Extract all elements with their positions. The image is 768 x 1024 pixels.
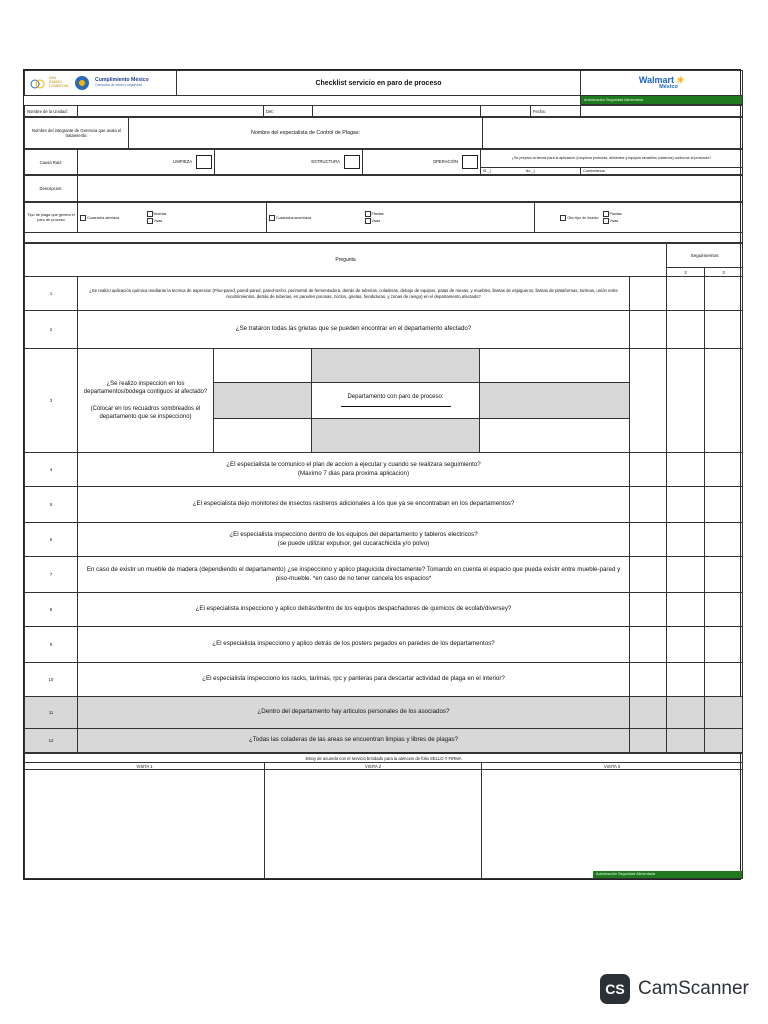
det-field-2[interactable]: [481, 106, 531, 117]
seguimiento-1-cell[interactable]: [630, 627, 667, 663]
visita-1-signature[interactable]: [25, 770, 265, 879]
seguimiento-2-cell[interactable]: [667, 311, 705, 349]
seguimiento-3-cell[interactable]: [705, 593, 743, 627]
form-table-2: [24, 117, 743, 149]
otro-vivas-label: Vivas: [609, 218, 619, 223]
seguimiento-3-cell[interactable]: [705, 697, 743, 729]
auth-badge-bottom: Autorización Seguridad Alimentaria: [593, 871, 742, 878]
question-number: 3: [25, 349, 78, 453]
contiguous-dept-field[interactable]: [480, 349, 630, 383]
question-number: 11: [25, 697, 78, 729]
camscanner-logo-icon: CS: [600, 974, 630, 1004]
tipo-plaga-label: Tipo de plaga que genera el paro de proceso: [25, 203, 78, 233]
seguimiento-1-cell[interactable]: [630, 277, 667, 311]
question-row: [25, 523, 743, 557]
otro-plantas-checkbox[interactable]: [603, 211, 609, 217]
seguimiento-3-cell[interactable]: [705, 349, 743, 453]
seguimiento-col-3: 3: [705, 268, 743, 277]
descripcion-label: Descripcion:: [25, 176, 78, 202]
especialista-label: Nombre del especialista de Control de Plagas:: [129, 118, 483, 149]
integrante-label: Nombre del integrante de Gerencia que avala el tratamiento:: [25, 118, 129, 149]
cuca-americana-option[interactable]: [267, 203, 363, 233]
otro-vivas-checkbox[interactable]: [603, 218, 609, 224]
otro-insecto-state[interactable]: [601, 203, 743, 233]
seguimiento-3-cell[interactable]: [705, 663, 743, 697]
question-number: 8: [25, 593, 78, 627]
seguimiento-3-cell[interactable]: [705, 523, 743, 557]
question-number: 10: [25, 663, 78, 697]
americana-plantas-checkbox[interactable]: [365, 211, 371, 217]
seguimiento-2-cell[interactable]: [667, 697, 705, 729]
question-text: En caso de existir un mueble de madera (dependiendo el departamento) ¿se inspecciono y aplico plaguicida directamente? Tomando en cuenta el espacio que pueda existir entre mueble-pared y piso-mueble. *en caso de no tener cancela los espacios*: [78, 557, 630, 593]
seguimiento-1-cell[interactable]: [630, 453, 667, 487]
alemana-muertas-checkbox[interactable]: [147, 211, 153, 217]
form-table: [24, 105, 743, 117]
question-row: [25, 311, 743, 349]
seguimiento-1-cell[interactable]: [630, 523, 667, 557]
seguimiento-2-cell[interactable]: [667, 487, 705, 523]
otro-insecto-checkbox[interactable]: [560, 215, 566, 221]
cuca-americana-label: Cucaracha americana: [276, 215, 312, 220]
no-checkbox[interactable]: _|: [531, 169, 535, 173]
question-number: 5: [25, 487, 78, 523]
si-checkbox[interactable]: _|: [487, 169, 491, 173]
question-row: [25, 487, 743, 523]
estructura-option[interactable]: [215, 150, 363, 175]
seguimiento-3-cell[interactable]: [705, 627, 743, 663]
visita-1-label: VISITA 1: [25, 763, 265, 770]
seguimiento-1-cell[interactable]: [630, 557, 667, 593]
descripcion-field[interactable]: [78, 176, 743, 202]
preparo-label: ¿Se preparo la tienda para la aplicacion (Limpieza profunda, alimentos y equipos sensibles cubiertos) conforme al protocolo?: [481, 150, 743, 168]
page-title: Checklist servicio en paro de proceso: [177, 71, 581, 96]
visita-3-label: VISITA 3: [482, 763, 743, 770]
seguimiento-2-cell[interactable]: [667, 729, 705, 753]
otro-insecto-label: Otro tipo de insecto: [567, 215, 599, 220]
cuca-alemana-label: Cucaracha alemana: [87, 215, 120, 220]
san-ramon-logo: [29, 76, 69, 90]
spacer-row: [25, 233, 743, 243]
question-row: [25, 453, 743, 487]
paro-dept-cell[interactable]: [312, 383, 480, 419]
si-label: Si: [483, 169, 487, 173]
estructura-label: ESTRUCTURA: [311, 159, 340, 165]
question-row: [25, 593, 743, 627]
walmart-country: México: [659, 83, 678, 90]
seguimiento-2-cell[interactable]: [667, 453, 705, 487]
americana-vivas-checkbox[interactable]: [365, 218, 371, 224]
fecha-label: Fecha:: [531, 106, 581, 117]
seguimiento-1-cell[interactable]: [630, 729, 667, 753]
det-label: Det:: [264, 106, 313, 117]
visita-2-label: VISITA 2: [265, 763, 482, 770]
camscanner-text: CamScanner: [638, 978, 749, 999]
question-text-cell: [78, 453, 630, 487]
question-row: [25, 663, 743, 697]
seguimiento-1-cell[interactable]: [630, 593, 667, 627]
question-text: ¿El especialista dejo monitores de insectos rastreros adicionales a los que ya se encontraban en los departamentos?: [78, 487, 630, 523]
camscanner-watermark: [600, 974, 749, 1004]
cuca-alemana-checkbox[interactable]: [80, 215, 86, 221]
otro-insecto-option[interactable]: [535, 203, 601, 233]
seguimiento-2-cell[interactable]: [667, 663, 705, 697]
alemana-vivas-checkbox[interactable]: [147, 218, 153, 224]
contiguous-dept-field[interactable]: [214, 349, 312, 383]
cm-tagline: Campaña de salud y seguridad: [95, 82, 142, 87]
question-text: ¿Todas las coladeras de las areas se encuentran limpias y libres de plagas?: [78, 729, 630, 753]
cm-brand: Cumplimiento México: [95, 77, 149, 84]
seguimiento-2-cell[interactable]: [667, 349, 705, 453]
operacion-option[interactable]: [363, 150, 481, 175]
unidad-label: Nombre de la Unidad:: [25, 106, 78, 117]
visita-3-signature[interactable]: [482, 770, 743, 879]
contiguous-dept-field[interactable]: [480, 419, 630, 453]
spark-icon: ✳: [676, 74, 685, 85]
det-field[interactable]: [313, 106, 481, 117]
walmart-brand: Walmart: [638, 74, 675, 85]
seguimientos-header: Seguimientos: [667, 244, 743, 268]
acuerdo-text: Estoy de acuerdo con el servicio brindado para la atencion de folio SELLO Y FIRMA: [25, 754, 743, 763]
question-text-cell: [78, 349, 214, 453]
causa-table: [24, 149, 743, 175]
paro-dept-label: Departamento con paro de proceso:: [347, 394, 444, 400]
walmart-logo: [583, 76, 740, 91]
contiguous-dept-field-shaded[interactable]: [480, 383, 630, 419]
descripcion-table: [24, 175, 743, 202]
question-row: [25, 557, 743, 593]
americana-vivas-label: Vivas: [371, 218, 381, 223]
alemana-muertas-label: Muertas: [153, 211, 167, 216]
seguimiento-3-cell[interactable]: [705, 487, 743, 523]
question-text-cell: [78, 523, 630, 557]
question-sub: (se puede utilizar expulsor, gel cucarachicida y/o polvo): [277, 539, 430, 547]
question-text: ¿Se realizo aplicación química mediante la tecnica de aspersion (Piso-pared, pared-pared, pared-techo, perimetral de fermentadora, detrás de tuberias, coladeras, debajo de equipos, patas de mesas, y muebles, llantas de espigueros, llantas de plataformas, tarimas, unión entre recubrimientos, detrás de tuberias, en paredes porosas, zoclos, grietas, hendiduras, y zonas de riesgo) en el departamento afectado?: [78, 277, 630, 311]
question-text: ¿Dentro del departamento hay articulos personales de los asociados?: [78, 697, 630, 729]
compass-icon: [75, 76, 89, 90]
contiguous-dept-field-shaded[interactable]: [312, 349, 480, 383]
drop-icon: [29, 76, 47, 90]
seguimiento-3-cell[interactable]: [705, 557, 743, 593]
plaga-table: [24, 202, 743, 243]
cuca-americana-state[interactable]: [363, 203, 535, 233]
question-number: 6: [25, 523, 78, 557]
unidad-field[interactable]: [78, 106, 264, 117]
contiguous-dept-field-shaded[interactable]: [214, 383, 312, 419]
no-label: No: [525, 169, 531, 173]
question-note: (Colocar en los recuadros sombreados el departamento que se inspecciono): [90, 405, 201, 420]
seguimiento-col-2: 2: [667, 268, 705, 277]
seguimiento-2-cell[interactable]: [667, 627, 705, 663]
question-number: 4: [25, 453, 78, 487]
logo-left-text: SAN RAMÓN COMERCIAL: [49, 76, 70, 88]
walmart-cell: [581, 71, 743, 96]
seguimiento-1-cell[interactable]: [630, 349, 667, 453]
contiguous-dept-field[interactable]: [214, 419, 312, 453]
operacion-checkbox[interactable]: [462, 155, 478, 169]
question-number: 7: [25, 557, 78, 593]
seguimiento-3-cell[interactable]: [705, 277, 743, 311]
cuca-americana-checkbox[interactable]: [269, 215, 275, 221]
question-row: [25, 697, 743, 729]
seguimiento-1-cell[interactable]: [630, 663, 667, 697]
auth-badge-top: Autorización Seguridad Alimentaria: [581, 96, 743, 105]
question-text: ¿El especialista te comunico el plan de accion a ejecutar y cuando se realizara seguimiento?: [226, 461, 481, 469]
question-sub: (Maximo 7 dias para proxima aplicacion): [297, 469, 410, 477]
alemana-vivas-label: Vivas: [153, 218, 163, 223]
contiguous-dept-field-shaded[interactable]: [312, 419, 480, 453]
paro-dept-line: [341, 406, 451, 407]
questions-table: [24, 243, 743, 753]
question-row: [25, 627, 743, 663]
question-number: 1: [25, 277, 78, 311]
question-text: ¿El especialista inspecciono los racks, tarimas, rpc y panteras para descartar actividad de plaga en el interior?: [78, 663, 630, 697]
causa-label: Causa Raiz:: [25, 150, 78, 175]
question-text: ¿El especialista inspecciono dentro de los equipos del departamento y tableros electricos?: [229, 531, 478, 539]
question-number: 12: [25, 729, 78, 753]
seguimiento-1-cell[interactable]: [630, 311, 667, 349]
question-text: ¿El especialista inspecciono y aplico detrás/dentro de los equipos despachadores de quimicos de ecolab/diversey?: [78, 593, 630, 627]
seguimiento-2-cell[interactable]: [667, 523, 705, 557]
checklist-sheet: [23, 69, 741, 880]
question-number: 9: [25, 627, 78, 663]
seguimiento-3-cell[interactable]: [705, 311, 743, 349]
cuca-alemana-option[interactable]: [78, 203, 145, 233]
header-table: [24, 70, 743, 105]
limpieza-label: LIMPIEZA: [172, 159, 192, 165]
seguimiento-1-cell[interactable]: [630, 697, 667, 729]
question-text: ¿Se trataron todas las grietas que se pueden encontrar en el departamento afectado?: [78, 311, 630, 349]
question-row: [25, 729, 743, 753]
limpieza-checkbox[interactable]: [196, 155, 212, 169]
cuca-alemana-state[interactable]: [145, 203, 267, 233]
seguimiento-2-cell[interactable]: [667, 277, 705, 311]
visita-2-signature[interactable]: [265, 770, 482, 879]
seguimiento-2-cell[interactable]: [667, 593, 705, 627]
pregunta-header: Pregunta: [25, 244, 667, 277]
especialista-field[interactable]: [483, 118, 743, 149]
otro-plantas-label: Plantas: [609, 212, 622, 217]
question-text: ¿El especialista inspecciono y aplico detrás de los posters pegados en paredes de los departamentos?: [78, 627, 630, 663]
logos-cell: [25, 71, 177, 96]
americana-plantas-label: Plantas: [371, 211, 384, 216]
cumplimiento-logo: [95, 78, 149, 87]
fecha-field[interactable]: [581, 106, 743, 117]
signature-table: [24, 753, 743, 879]
question-text: ¿Se realizo inspeccion en los departamentos/bodega contiguos al afectado?: [83, 381, 208, 396]
estructura-checkbox[interactable]: [344, 155, 360, 169]
seguimiento-3-cell[interactable]: [705, 729, 743, 753]
question-number: 2: [25, 311, 78, 349]
si-no-cell[interactable]: [481, 168, 581, 175]
seguimiento-3-cell[interactable]: [705, 453, 743, 487]
seguimiento-1-cell[interactable]: [630, 487, 667, 523]
comentarios-label: Comentarios:: [581, 168, 743, 175]
operacion-label: OPERACIÓN: [432, 159, 458, 165]
limpieza-option[interactable]: [78, 150, 215, 175]
question-row: [25, 277, 743, 311]
seguimiento-2-cell[interactable]: [667, 557, 705, 593]
question-row: [25, 349, 743, 383]
